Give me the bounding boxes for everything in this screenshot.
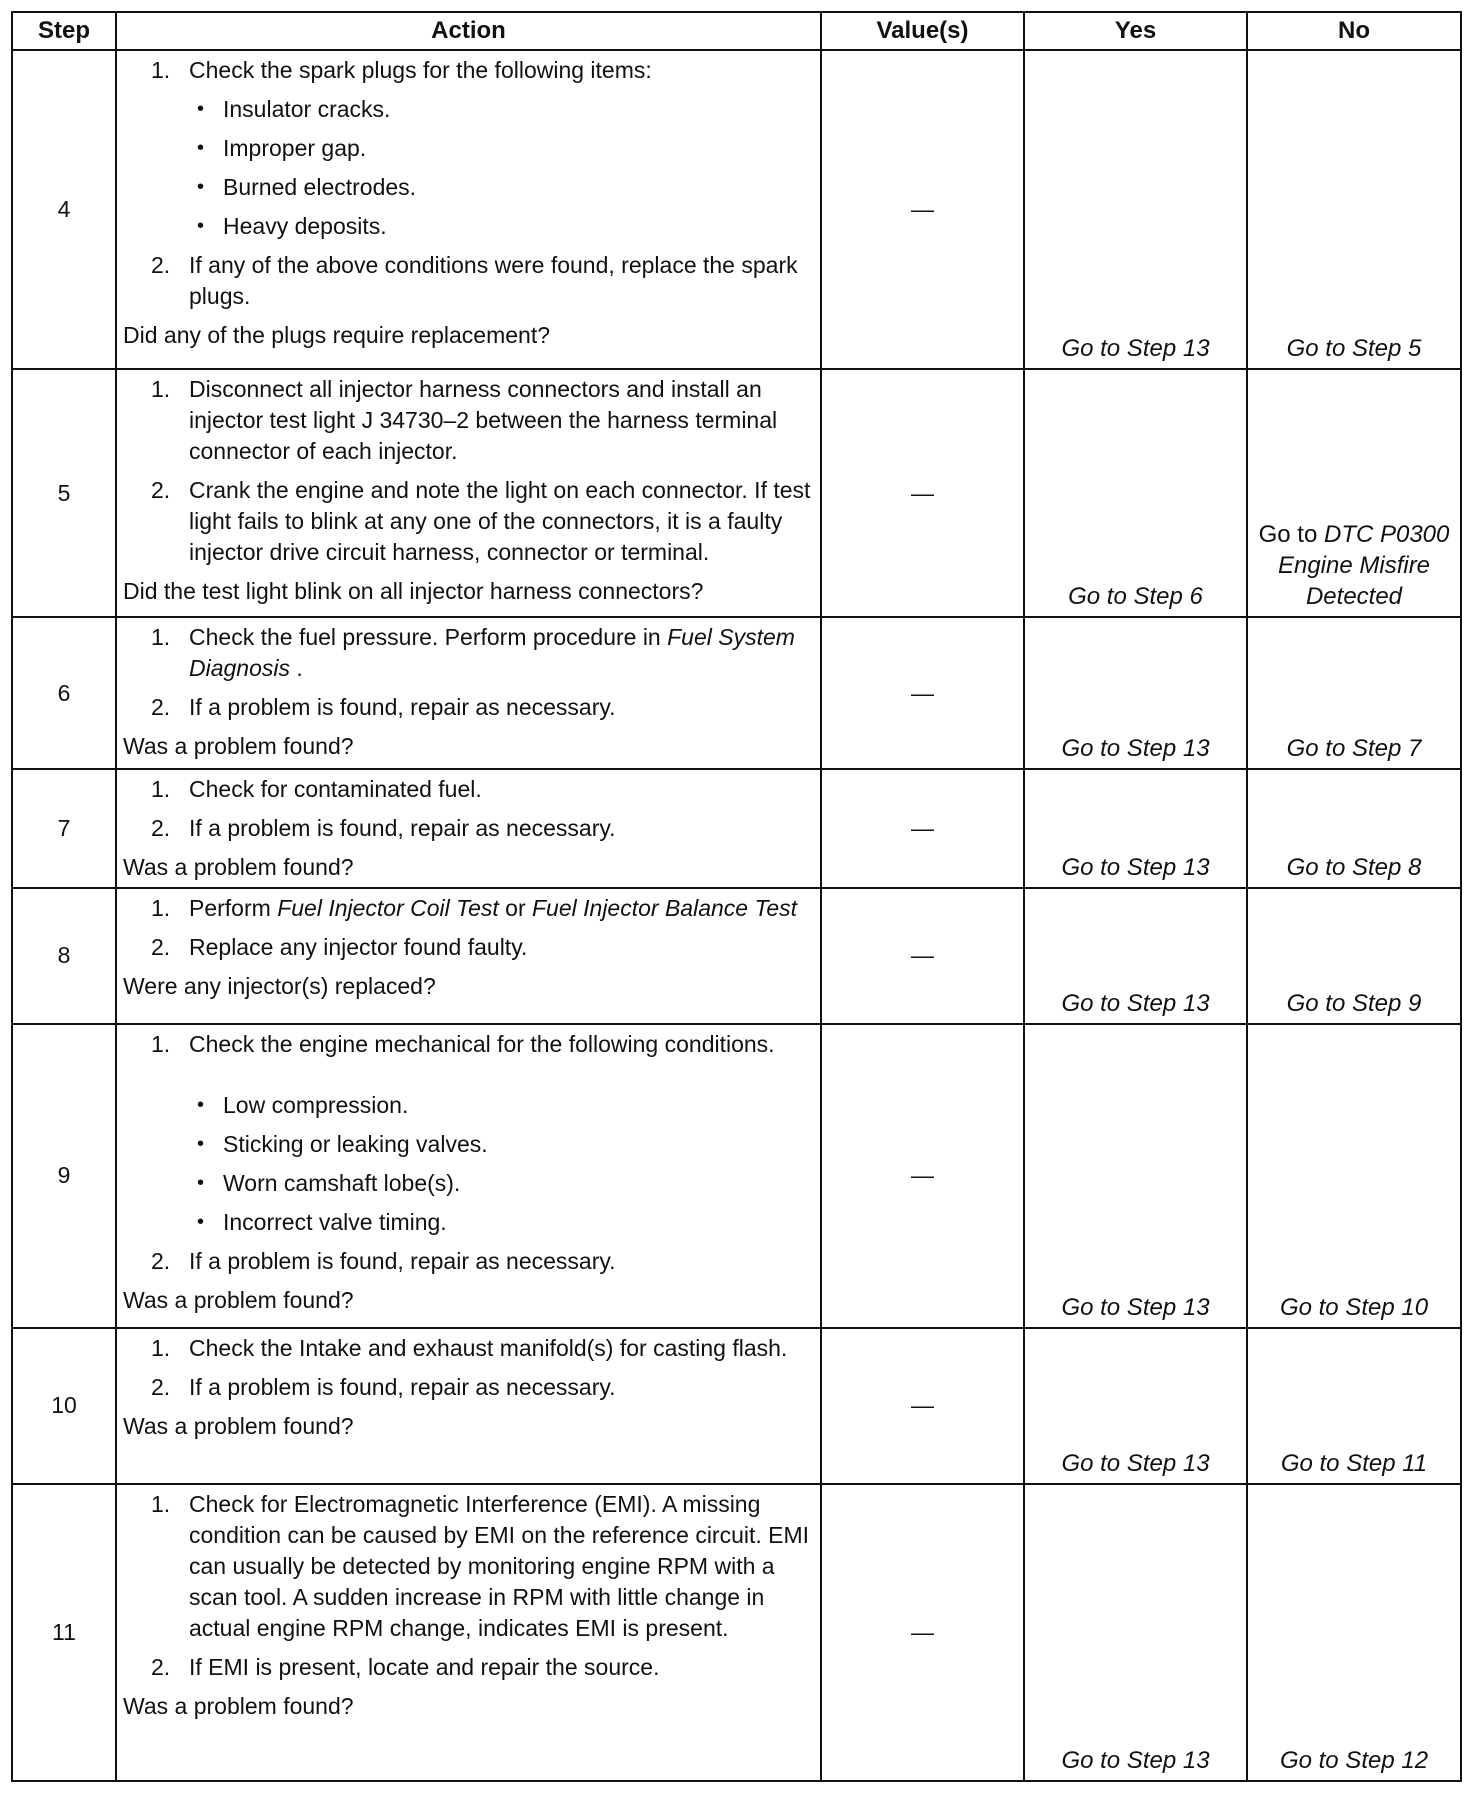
item-text: If any of the above conditions were found, replace the spark plugs. xyxy=(189,252,798,309)
yes-cell: Go to Step 13 xyxy=(1024,617,1247,769)
item-number: 2. xyxy=(151,1653,171,1680)
step-number: 6 xyxy=(12,617,116,769)
action-item xyxy=(123,475,812,568)
action-item xyxy=(123,813,812,844)
action-cell xyxy=(116,1484,821,1781)
question-text: Was a problem found? xyxy=(123,853,354,880)
action-item xyxy=(123,250,812,312)
action-cell xyxy=(116,769,821,888)
action-item xyxy=(123,774,812,805)
action-item xyxy=(123,374,812,467)
item-number: 1. xyxy=(151,57,171,83)
bullet-item: • Incorrect valve timing. xyxy=(189,1207,812,1238)
value-cell: — xyxy=(821,617,1024,769)
action-item xyxy=(123,1489,812,1644)
table-row xyxy=(12,1484,1461,1781)
item-number: 2. xyxy=(151,1373,171,1400)
question-text: Did any of the plugs require replacement? xyxy=(123,322,551,348)
action-item xyxy=(123,692,812,723)
bullet-item: • Insulator cracks. xyxy=(189,94,812,125)
action-item xyxy=(123,893,812,924)
item-number: 2. xyxy=(151,694,171,721)
yes-cell: Go to Step 13 xyxy=(1024,888,1247,1023)
item-number: 2. xyxy=(151,1247,171,1274)
yes-cell: Go to Step 6 xyxy=(1024,369,1247,617)
table-row xyxy=(12,369,1461,617)
item-number: 2. xyxy=(151,814,171,841)
item-text: Check the Intake and exhaust manifold(s) for casting flash. xyxy=(189,1334,788,1361)
bullet-item: • Improper gap. xyxy=(189,133,812,164)
value-cell: — xyxy=(821,369,1024,617)
value-cell: — xyxy=(821,888,1024,1023)
action-item xyxy=(123,1652,812,1683)
item-text: Check the engine mechanical for the following conditions. xyxy=(189,1030,775,1057)
item-number: 1. xyxy=(151,1334,171,1361)
no-cell: Go to Step 5 xyxy=(1247,50,1461,369)
no-cell: Go to Step 8 xyxy=(1247,769,1461,888)
question-text: Was a problem found? xyxy=(123,1412,354,1439)
item-number: 1. xyxy=(151,895,171,922)
question-text: Was a problem found? xyxy=(123,1286,354,1313)
action-item xyxy=(123,622,812,684)
question-text: Was a problem found? xyxy=(123,1692,354,1719)
question-text: Was a problem found? xyxy=(123,733,354,760)
item-text: or xyxy=(498,895,532,922)
table-row xyxy=(12,50,1461,369)
step-number: 10 xyxy=(12,1328,116,1484)
value-cell: — xyxy=(821,1484,1024,1781)
item-number: 2. xyxy=(151,252,171,278)
diagnostic-table xyxy=(11,11,1462,1782)
yes-cell: Go to Step 13 xyxy=(1024,1024,1247,1328)
action-item xyxy=(123,55,812,242)
item-text: Check for Electromagnetic Interference (EMI). A missing condition can be caused by EMI on the reference circuit. EMI can usually be detected by monitoring engine RPM with a scan tool. A sudden increase in RPM with little change in actual engine RPM change, indicates EMI is present. xyxy=(189,1490,810,1641)
table-row xyxy=(12,1024,1461,1328)
bullet-item: • Sticking or leaking valves. xyxy=(189,1129,812,1160)
step-number: 5 xyxy=(12,369,116,617)
value-cell: — xyxy=(821,1024,1024,1328)
item-text: Perform xyxy=(189,895,278,922)
item-text: . xyxy=(290,655,303,682)
action-item xyxy=(123,1372,812,1403)
item-number: 1. xyxy=(151,375,171,402)
item-text: If a problem is found, repair as necessary. xyxy=(189,1247,616,1274)
step-number: 7 xyxy=(12,769,116,888)
yes-cell: Go to Step 13 xyxy=(1024,1328,1247,1484)
no-cell: Go to Step 9 xyxy=(1247,888,1461,1023)
yes-cell: Go to Step 13 xyxy=(1024,769,1247,888)
question-text: Did the test light blink on all injector harness connectors? xyxy=(123,577,704,604)
no-cell: Go to Step 7 xyxy=(1247,617,1461,769)
bullet-item: • Burned electrodes. xyxy=(189,172,812,203)
procedure-reference: Fuel System Diagnosis xyxy=(189,624,795,682)
yes-cell: Go to Step 13 xyxy=(1024,1484,1247,1781)
value-cell: — xyxy=(821,50,1024,369)
bullet-item: • Low compression. xyxy=(189,1090,812,1121)
item-number: 2. xyxy=(151,934,171,961)
item-text: Check the spark plugs for the following items: xyxy=(189,57,652,83)
item-number: 2. xyxy=(151,476,171,503)
action-cell xyxy=(116,1328,821,1484)
procedure-reference: Fuel Injector Coil Test xyxy=(277,895,499,922)
step-number: 11 xyxy=(12,1484,116,1781)
value-cell: — xyxy=(821,769,1024,888)
item-text: If EMI is present, locate and repair the source. xyxy=(189,1653,660,1680)
step-number: 9 xyxy=(12,1024,116,1328)
item-text: Check the fuel pressure. Perform procedure in xyxy=(189,624,668,651)
no-prefix: Go to xyxy=(1258,521,1324,549)
value-cell: — xyxy=(821,1328,1024,1484)
header-values: Value(s) xyxy=(821,12,1024,50)
procedure-reference: Fuel Injector Balance Test xyxy=(532,895,798,922)
bullet-item: • Heavy deposits. xyxy=(189,211,812,242)
no-reference: DTC P0300 Engine Misfire Detected xyxy=(1277,521,1450,611)
header-action: Action xyxy=(116,12,821,50)
action-cell xyxy=(116,617,821,769)
item-text: Disconnect all injector harness connectors and install an injector test light J 34730–2 between the harness terminal connector of each injector. xyxy=(189,375,778,464)
action-item xyxy=(123,932,812,963)
item-text: Replace any injector found faulty. xyxy=(189,934,528,961)
item-text: Crank the engine and note the light on each connector. If test light fails to blink at any one of the connectors, it is a faulty injector drive circuit harness, connector or terminal. xyxy=(189,476,811,565)
header-yes: Yes xyxy=(1024,12,1247,50)
table-row xyxy=(12,617,1461,769)
table-row xyxy=(12,888,1461,1023)
item-number: 1. xyxy=(151,624,171,651)
header-row xyxy=(12,12,1461,50)
header-step: Step xyxy=(12,12,116,50)
item-number: 1. xyxy=(151,775,171,802)
action-cell xyxy=(116,50,821,369)
item-text: Check for contaminated fuel. xyxy=(189,775,482,802)
no-cell: Go to Step 11 xyxy=(1247,1328,1461,1484)
header-no: No xyxy=(1247,12,1461,50)
action-cell xyxy=(116,888,821,1023)
action-item xyxy=(123,1333,812,1364)
no-cell: Go to Step 10 xyxy=(1247,1024,1461,1328)
action-cell xyxy=(116,1024,821,1328)
no-cell xyxy=(1247,369,1461,617)
item-text: If a problem is found, repair as necessary. xyxy=(189,1373,616,1400)
table-row xyxy=(12,1328,1461,1484)
action-item xyxy=(123,1029,812,1238)
step-number: 8 xyxy=(12,888,116,1023)
item-number: 1. xyxy=(151,1490,171,1517)
yes-cell: Go to Step 13 xyxy=(1024,50,1247,369)
item-text: If a problem is found, repair as necessary. xyxy=(189,694,616,721)
step-number: 4 xyxy=(12,50,116,369)
item-number: 1. xyxy=(151,1030,171,1057)
bullet-item: • Worn camshaft lobe(s). xyxy=(189,1168,812,1199)
no-cell: Go to Step 12 xyxy=(1247,1484,1461,1781)
action-cell xyxy=(116,369,821,617)
item-text: If a problem is found, repair as necessary. xyxy=(189,814,616,841)
action-item xyxy=(123,1246,812,1277)
question-text: Were any injector(s) replaced? xyxy=(123,973,436,1000)
table-row xyxy=(12,769,1461,888)
